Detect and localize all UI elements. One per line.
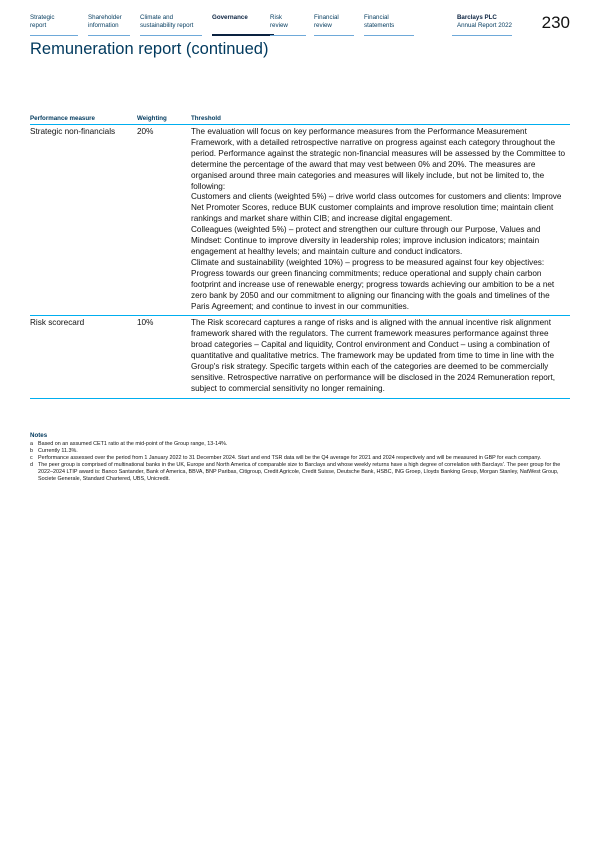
nav-divider: [270, 35, 306, 36]
note-item: [30, 441, 570, 448]
nav-divider: [140, 35, 202, 36]
threshold-paragraph: Climate and sustainability (weighted 10%) – progress to be measured against four key objectives: Progress towards our green financing commitments; reduce operational and supply chain carbon footprint and increase use of renewable energy; progress towards achieving our ambition to be a net zero bank by 2050 and our commitment to aligning our financing with the goals and timelines of the Paris Agreement; and continue to invest in our communities.: [191, 257, 555, 311]
nav-tab-shareholder-information[interactable]: Shareholder information: [88, 14, 122, 29]
nav-divider: [314, 35, 354, 36]
note-item: [30, 455, 570, 462]
note-key: b: [30, 448, 33, 454]
threshold-cell: [191, 318, 570, 394]
note-key: d: [30, 462, 33, 468]
threshold-cell: [191, 127, 570, 312]
page-title: Remuneration report (continued): [30, 40, 269, 58]
nav-tab-financial-statements[interactable]: Financial statements: [364, 14, 395, 29]
nav-divider: [452, 35, 512, 36]
column-header-weighting: Weighting: [137, 115, 167, 122]
threshold-paragraph: Colleagues (weighted 5%) – protect and strengthen our culture through our Purpose, Values and Mindset: Continue to improve diversity in leadership roles; improve inclusion indicators; maintain engagement at healthy levels; and maintain culture and conduct indicators.: [191, 225, 541, 256]
column-header-threshold: Threshold: [191, 115, 221, 122]
note-text: Currently 11.3%.: [38, 448, 78, 454]
measure-cell: Strategic non-financials: [30, 127, 116, 136]
nav-divider: [30, 35, 78, 36]
column-header-measure: Performance measure: [30, 115, 96, 122]
measure-cell: Risk scorecard: [30, 318, 85, 328]
nav-divider: [364, 35, 414, 36]
note-text: The peer group is comprised of multinational banks in the UK, Europe and North America of comparable size to Barclays and whose weekly returns have a high degree of correlation with Barclays'. The peer group for the 2022–2024 LTIP award is: Banco Santander, Bank of America, BBVA, BNP Paribas, Citigroup, Credit Agricole, Credit Suisse, Deutsche Bank, HSBC, ING Groep, Lloyds Banking Group, Morgan Stanley, NatWest Group, Societe Generale, Standard Chartered, UBS, Unicredit.: [38, 462, 561, 482]
note-key: a: [30, 441, 33, 447]
note-item: [30, 448, 570, 455]
weighting-cell: 10%: [137, 318, 154, 328]
threshold-paragraph: The Risk scorecard captures a range of risks and is aligned with the annual incentive risk alignment framework shared with the regulators. The current framework measures performance against three broad categories – Capital and liquidity, Control environment and Conduct – using a combination of quantitative and qualitative metrics. The framework may be updated from time to time in line with the Group's risk strategy. Specific targets within each of the categories are deemed to be commercially sensitive. Retrospective narrative on performance will be disclosed in the 2024 Remuneration report, subject to commercial sensitivity no longer remaining.: [191, 318, 556, 393]
note-item: [30, 462, 570, 483]
nav-tab-financial-review[interactable]: Financial review: [314, 14, 339, 29]
threshold-paragraph: Customers and clients (weighted 5%) – drive world class outcomes for customers and clients: Improve Net Promoter Scores, reduce BUK customer complaints and improve resolution time; maintain client rankings and market share within CIB; and increase digital engagement.: [191, 192, 562, 224]
table-row: [30, 316, 570, 398]
nav-tab-governance[interactable]: Governance: [212, 14, 248, 21]
top-navigation: [30, 14, 570, 36]
weighting-cell: 20%: [137, 127, 154, 136]
note-text: Performance assessed over the period from 1 January 2022 to 31 December 2024. Start and end TSR data will be the Q4 average for 2021 and 2024 respectively and will be measured in GBP for each company.: [38, 455, 542, 461]
nav-tab-climate-sustainability[interactable]: Climate and sustainability report: [140, 14, 194, 29]
nav-tab-risk-review[interactable]: Risk review: [270, 14, 288, 29]
table-row: [30, 125, 570, 316]
nav-divider: [88, 35, 130, 36]
page-number: 230: [541, 13, 570, 32]
note-text: Based on an assumed CET1 ratio at the mid-point of the Group range, 13-14%.: [38, 441, 228, 447]
performance-measures-table: [30, 114, 570, 399]
brand-label: Barclays PLC Annual Report 2022: [456, 14, 512, 29]
nav-tab-strategic-report[interactable]: Strategic report: [30, 14, 55, 29]
notes-heading: Notes: [30, 432, 48, 439]
nav-active-indicator: [212, 34, 274, 36]
notes-section: [30, 432, 570, 483]
note-key: c: [30, 455, 33, 461]
table-header: [30, 114, 570, 125]
threshold-paragraph: The evaluation will focus on key performance measures from the Performance Measurement Framework, with a detailed retrospective narrative on progress against each category throughout the period. Performance against the strategic non-financial measures will be assessed by the Committee to determine the percentage of the award that may vest between 0% and 20%. The measures are organised around three main categories and measures will likely include, but not be limited to, the following:: [191, 127, 566, 191]
